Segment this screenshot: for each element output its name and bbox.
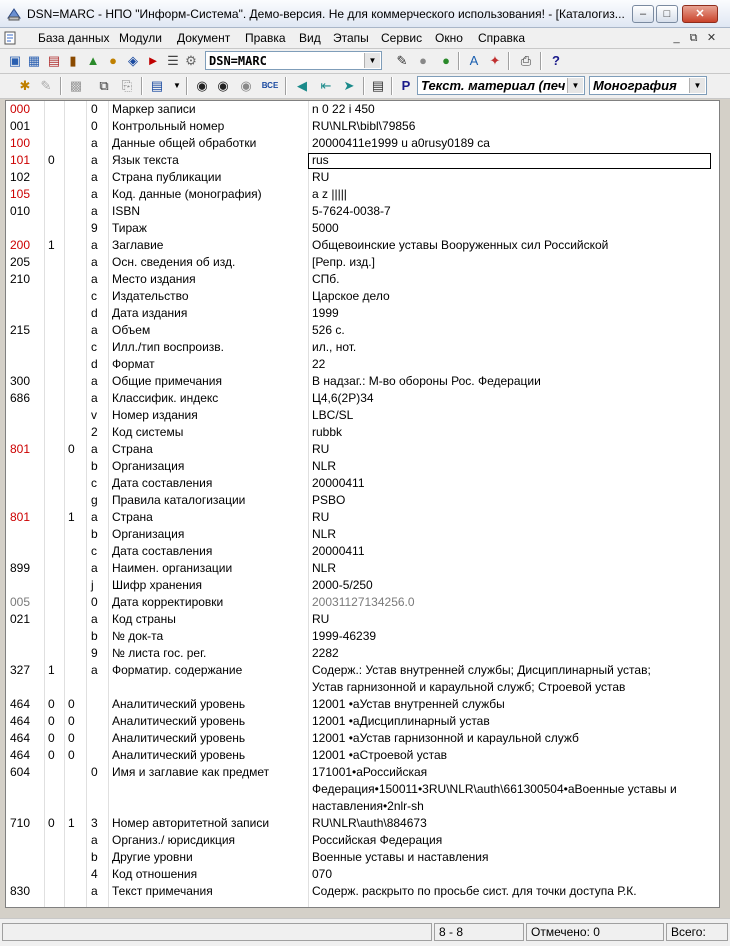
subfield-code: c [91, 544, 97, 558]
arrow-return-icon[interactable]: ⇤ [320, 78, 332, 93]
field-name: Аналитический уровень [112, 697, 246, 711]
database-icon[interactable]: ▣ [8, 53, 22, 68]
subfield-code: 0 [91, 119, 98, 133]
subfield-code: a [91, 884, 98, 898]
field-value[interactable]: 12001 •аУстав внутренней службы [312, 697, 505, 711]
field-tag: 001 [10, 119, 31, 133]
field-name: ISBN [112, 204, 141, 218]
field-tag: 100 [10, 136, 31, 150]
field-name: Дата корректировки [112, 595, 224, 609]
modules-icon[interactable]: ▦ [27, 53, 41, 68]
field-value-continuation[interactable]: Федерация•150011•3RU\NLR\auth\661300504•аВоенные уставы и [312, 782, 677, 796]
record-row[interactable] [6, 527, 719, 544]
record-row[interactable] [6, 408, 719, 425]
field-name: Контрольный номер [112, 119, 225, 133]
field-value[interactable]: 5-7624-0038-7 [312, 204, 391, 218]
subfield-code: a [91, 442, 98, 456]
field-value[interactable]: 20031127134256.0 [312, 595, 415, 609]
field-tag: 300 [10, 374, 31, 388]
field-name: Формат [112, 357, 155, 371]
subfield-code: j [91, 578, 94, 592]
arrow-right-icon[interactable]: ➤ [343, 78, 355, 93]
subfield-code: 0 [91, 765, 98, 779]
field-tag: 686 [10, 391, 31, 405]
subfield-code: b [91, 459, 98, 473]
record-row[interactable] [6, 357, 719, 374]
menu-modules[interactable]: Модули [119, 31, 162, 45]
field-name: Классифик. индекс [112, 391, 219, 405]
indicator-1: 0 [48, 731, 55, 745]
record-toolbar [0, 74, 730, 99]
document-icon[interactable] [2, 30, 18, 46]
marc-record-grid[interactable] [5, 100, 720, 908]
record-row[interactable] [6, 102, 719, 119]
field-tag: 464 [10, 731, 31, 745]
indicator-1: 0 [48, 816, 55, 830]
indicator-1: 0 [48, 697, 55, 711]
toolbar-separator [285, 77, 287, 95]
books-icon[interactable]: ▮ [69, 53, 77, 68]
indicator-1: 1 [48, 238, 55, 252]
field-tag: 464 [10, 748, 31, 762]
chevron-down-icon[interactable]: ▼ [364, 53, 380, 68]
subfield-code: a [91, 136, 98, 150]
subfield-code: b [91, 629, 98, 643]
field-name: № листа гос. рег. [112, 646, 207, 660]
subfield-code: c [91, 476, 97, 490]
record-row[interactable] [6, 731, 719, 748]
field-name: Место издания [112, 272, 196, 286]
toolbar-separator [508, 52, 510, 70]
settings-icon[interactable]: ⚙ [185, 53, 197, 68]
record-row[interactable] [6, 153, 719, 170]
subfield-code: b [91, 850, 98, 864]
bib-level-value: Монография [593, 78, 677, 93]
main-toolbar [0, 49, 730, 74]
field-value[interactable]: 22 [312, 357, 326, 371]
field-name: Код страны [112, 612, 176, 626]
record-row[interactable] [6, 748, 719, 765]
search-next-icon[interactable]: ◉ [217, 78, 229, 93]
field-name: Шифр хранения [112, 578, 203, 592]
field-value[interactable]: n 0 22 i 450 [312, 102, 375, 116]
indicator-2: 0 [68, 714, 75, 728]
subfield-code: a [91, 663, 98, 677]
field-name: Страна [112, 442, 153, 456]
status-total: Всего: [666, 923, 728, 941]
copy-icon[interactable]: ⧉ [99, 78, 109, 93]
toolbar-separator [458, 52, 460, 70]
paste-icon[interactable]: ⎘ [121, 78, 133, 93]
subfield-code: 3 [91, 816, 98, 830]
field-value[interactable]: Общевоинские уставы Вооруженных сил Российской [312, 238, 609, 252]
record-row[interactable] [6, 663, 719, 697]
status-position: 8 - 8 [434, 923, 524, 941]
status-pane-empty [2, 923, 432, 941]
field-value[interactable]: 12001 •аДисциплинарный устав [312, 714, 490, 728]
new-record-icon[interactable]: ✱ [19, 78, 31, 93]
field-tag: 021 [10, 612, 31, 626]
field-name: Маркер записи [112, 102, 196, 116]
field-value[interactable]: 20000411 [312, 476, 365, 490]
subfield-code: 2 [91, 425, 98, 439]
indicator-2: 1 [68, 510, 75, 524]
material-type-value: Текст. материал (печ [421, 78, 566, 93]
record-row[interactable] [6, 595, 719, 612]
list-icon[interactable]: ☰ [167, 53, 179, 68]
toolbar-separator [363, 77, 365, 95]
field-value[interactable]: Военные уставы и наставления [312, 850, 489, 864]
record-row[interactable] [6, 629, 719, 646]
field-name: № док-та [112, 629, 164, 643]
subfield-code: 0 [91, 102, 98, 116]
status-marked: Отмечено: 0 [526, 923, 664, 941]
field-value[interactable]: 12001 •аСтроевой устав [312, 748, 447, 762]
dsn-value: DSN=MARC [209, 54, 267, 68]
menu-help[interactable]: Справка [478, 31, 526, 45]
subfield-code: a [91, 238, 98, 252]
catalog-icon[interactable]: ▤ [47, 53, 61, 68]
font-icon[interactable]: A [469, 53, 479, 68]
field-tag: 215 [10, 323, 31, 337]
book-icon[interactable]: ▤ [150, 78, 164, 93]
field-value[interactable]: Содерж.: Устав внутренней службы; Дисциплинарный устав; [312, 663, 651, 677]
subfield-code: b [91, 527, 98, 541]
traffic-light-gray-icon[interactable]: ● [419, 53, 427, 68]
field-value-continuation[interactable]: Устав гарнизонной и караульной служб; Строевой устав [312, 680, 626, 694]
p-icon[interactable]: P [401, 78, 411, 93]
subfield-code: a [91, 323, 98, 337]
record-row[interactable] [6, 816, 719, 833]
loan-icon[interactable]: ◈ [128, 53, 138, 68]
field-value[interactable]: Ц4,6(2Р)34 [312, 391, 374, 405]
subfield-code: a [91, 833, 98, 847]
search-all-icon[interactable]: ВСЕ [261, 81, 279, 90]
status-bar [0, 918, 730, 946]
field-value[interactable]: RU [312, 442, 330, 456]
menu-edit[interactable]: Правка [245, 31, 286, 45]
field-value[interactable]: NLR [312, 459, 337, 473]
field-value[interactable]: 5000 [312, 221, 339, 235]
field-tag: 005 [10, 595, 31, 609]
field-tag: 205 [10, 255, 31, 269]
indicator-1: 1 [48, 663, 55, 677]
record-row[interactable] [6, 136, 719, 153]
field-name: Илл./тип воспроизв. [112, 340, 225, 354]
field-name: Текст примечания [112, 884, 213, 898]
search-db-icon[interactable]: ◉ [240, 78, 252, 93]
save-icon[interactable]: ▩ [69, 78, 83, 93]
indicator-2: 1 [68, 816, 75, 830]
record-row[interactable] [6, 170, 719, 187]
record-row[interactable] [6, 646, 719, 663]
field-value[interactable]: СПб. [312, 272, 340, 286]
exit-icon[interactable]: ► [146, 53, 160, 68]
arrow-left-icon[interactable]: ◀ [297, 78, 307, 93]
record-row[interactable] [6, 544, 719, 561]
indicator-2: 0 [68, 697, 75, 711]
help-icon[interactable]: ? [552, 53, 560, 68]
field-name: Аналитический уровень [112, 714, 246, 728]
field-value[interactable]: Содерж. раскрыто по просьбе сист. для точки доступа Р.К. [312, 884, 637, 898]
field-value[interactable]: Российская Федерация [312, 833, 443, 847]
minimize-button[interactable]: – [632, 5, 654, 23]
field-name: Организ./ юрисдикция [112, 833, 236, 847]
field-value[interactable]: RU [312, 510, 330, 524]
field-tag: 710 [10, 816, 31, 830]
subfield-code: 9 [91, 646, 98, 660]
record-row[interactable] [6, 340, 719, 357]
record-row[interactable] [6, 476, 719, 493]
field-tag: 464 [10, 714, 31, 728]
field-value[interactable]: 171001•аРоссийская [312, 765, 428, 779]
field-name: Правила каталогизации [112, 493, 246, 507]
menu-service[interactable]: Сервис [381, 31, 423, 45]
record-row[interactable] [6, 187, 719, 204]
field-name: Аналитический уровень [112, 748, 246, 762]
record-row[interactable] [6, 612, 719, 629]
horizontal-scrollbar[interactable] [5, 908, 720, 916]
close-button[interactable]: ✕ [682, 5, 718, 23]
field-name: Заглавие [112, 238, 164, 252]
field-tag: 464 [10, 697, 31, 711]
record-row[interactable] [6, 391, 719, 408]
field-value[interactable]: RU [312, 612, 330, 626]
window-title: DSN=MARC - НПО "Информ-Система". Демо-версия. Не для коммерческого использования! - [Каталогиз... [27, 7, 625, 21]
field-value[interactable]: a z ||||| [312, 187, 347, 201]
field-name: Язык текста [112, 153, 179, 167]
record-row[interactable] [6, 119, 719, 136]
field-tag: 899 [10, 561, 31, 575]
subfield-code: a [91, 612, 98, 626]
field-tag: 210 [10, 272, 31, 286]
magic-icon[interactable]: ✦ [489, 53, 501, 68]
field-value[interactable]: 1999-46239 [312, 629, 377, 643]
subfield-code: a [91, 561, 98, 575]
field-name: Дата составления [112, 476, 213, 490]
pen-icon[interactable]: ✎ [396, 53, 408, 68]
chevron-down-icon[interactable]: ▼ [173, 81, 181, 90]
indicator-1: 0 [48, 748, 55, 762]
field-tag: 101 [10, 153, 31, 167]
field-value[interactable]: RU\NLR\auth\884673 [312, 816, 427, 830]
field-tag: 010 [10, 204, 31, 218]
field-name: Код отношения [112, 867, 198, 881]
form-icon[interactable]: ▤ [371, 78, 385, 93]
toolbar-separator [60, 77, 62, 95]
material-type-combo[interactable] [417, 76, 585, 95]
field-tag: 105 [10, 187, 31, 201]
record-row[interactable] [6, 459, 719, 476]
chevron-down-icon[interactable]: ▼ [689, 78, 705, 93]
field-tag: 200 [10, 238, 31, 252]
field-value[interactable]: 2000-5/250 [312, 578, 373, 592]
mdi-restore-button[interactable]: ⧉ [689, 32, 698, 44]
record-row[interactable] [6, 578, 719, 595]
record-row[interactable] [6, 306, 719, 323]
indicator-1: 0 [48, 714, 55, 728]
field-name: Общие примечания [112, 374, 222, 388]
subfield-code: g [91, 493, 98, 507]
field-name: Объем [112, 323, 151, 337]
field-tag: 604 [10, 765, 31, 779]
field-name: Код системы [112, 425, 184, 439]
traffic-light-icon[interactable]: ● [442, 53, 450, 68]
record-row[interactable] [6, 272, 719, 289]
field-value[interactable]: PSBO [312, 493, 346, 507]
field-value[interactable]: 2282 [312, 646, 339, 660]
record-row[interactable] [6, 561, 719, 578]
subfield-code: a [91, 187, 98, 201]
active-edit-cell[interactable] [308, 153, 711, 169]
field-value[interactable]: 070 [312, 867, 333, 881]
menu-stages[interactable]: Этапы [333, 31, 369, 45]
field-value[interactable]: NLR [312, 561, 337, 575]
field-value[interactable]: [Репр. изд.] [312, 255, 375, 269]
field-name: Код. данные (монография) [112, 187, 262, 201]
field-name: Форматир. содержание [112, 663, 243, 677]
app-icon [6, 6, 22, 22]
readers-icon[interactable]: ● [109, 53, 117, 68]
field-tag: 801 [10, 442, 31, 456]
library-icon[interactable]: ▲ [86, 53, 100, 68]
field-value[interactable]: В надзаг.: М-во обороны Рос. Федерации [312, 374, 541, 388]
field-value[interactable]: rubbk [312, 425, 343, 439]
field-tag: 327 [10, 663, 31, 677]
field-name: Организация [112, 459, 185, 473]
indicator-2: 0 [68, 442, 75, 456]
record-row[interactable] [6, 255, 719, 272]
menu-bar [0, 28, 730, 49]
field-value[interactable]: NLR [312, 527, 337, 541]
field-name: Дата издания [112, 306, 188, 320]
field-name: Осн. сведения об изд. [112, 255, 236, 269]
maximize-button[interactable]: □ [656, 5, 678, 23]
field-value[interactable]: ил., нот. [312, 340, 357, 354]
field-name: Издательство [112, 289, 189, 303]
record-row[interactable] [6, 221, 719, 238]
field-value[interactable]: rus [312, 153, 329, 167]
toolbar-separator [540, 52, 542, 70]
record-row[interactable] [6, 765, 719, 816]
subfield-code: a [91, 272, 98, 286]
mdi-close-button[interactable]: ✕ [706, 32, 717, 44]
menu-database[interactable]: База данных [38, 31, 110, 45]
field-value[interactable]: RU [312, 170, 330, 184]
title-bar [0, 0, 730, 28]
record-row[interactable] [6, 442, 719, 459]
subfield-code: 9 [91, 221, 98, 235]
print-icon[interactable]: ⎙ [520, 53, 532, 68]
field-name: Другие уровни [112, 850, 193, 864]
subfield-code: d [91, 306, 98, 320]
field-name: Организация [112, 527, 185, 541]
field-value[interactable]: 20000411e1999 u a0rusy0189 ca [312, 136, 490, 150]
record-row[interactable] [6, 289, 719, 306]
menu-document[interactable]: Документ [177, 31, 231, 45]
field-value[interactable]: 12001 •аУстав гарнизонной и караульной служб [312, 731, 579, 745]
indicator-2: 0 [68, 748, 75, 762]
field-name: Данные общей обработки [112, 136, 257, 150]
record-row[interactable] [6, 238, 719, 255]
record-row[interactable] [6, 850, 719, 867]
toolbar-separator [141, 77, 143, 95]
subfield-code: c [91, 340, 97, 354]
subfield-code: 0 [91, 595, 98, 609]
chevron-down-icon[interactable]: ▼ [567, 78, 583, 93]
field-name: Страна [112, 510, 153, 524]
mdi-minimize-button[interactable]: _ [673, 32, 680, 44]
subfield-code: 4 [91, 867, 98, 881]
record-row[interactable] [6, 204, 719, 221]
menu-view[interactable]: Вид [299, 31, 321, 45]
field-name: Аналитический уровень [112, 731, 246, 745]
subfield-code: a [91, 255, 98, 269]
field-value[interactable]: RU\NLR\bibl\79856 [312, 119, 416, 133]
record-row[interactable] [6, 510, 719, 527]
menu-window[interactable]: Окно [435, 31, 463, 45]
field-name: Тираж [112, 221, 147, 235]
record-row[interactable] [6, 697, 719, 714]
record-row[interactable] [6, 714, 719, 731]
record-row[interactable] [6, 323, 719, 340]
field-tag: 000 [10, 102, 31, 116]
field-name: Имя и заглавие как предмет [112, 765, 270, 779]
field-value-continuation[interactable]: наставления•2nlr-sh [312, 799, 424, 813]
indicator-1: 0 [48, 153, 55, 167]
field-value[interactable]: Царское дело [312, 289, 390, 303]
record-row[interactable] [6, 425, 719, 442]
subfield-code: a [91, 510, 98, 524]
record-row[interactable] [6, 374, 719, 391]
toolbar-separator [391, 77, 393, 95]
field-tag: 102 [10, 170, 31, 184]
record-row[interactable] [6, 884, 719, 901]
field-value[interactable]: 526 с. [312, 323, 345, 337]
dsn-combo[interactable] [205, 51, 382, 70]
field-name: Номер авторитетной записи [112, 816, 270, 830]
field-name: Дата составления [112, 544, 213, 558]
field-tag: 830 [10, 884, 31, 898]
field-value[interactable]: LBC/SL [312, 408, 354, 422]
record-row[interactable] [6, 833, 719, 850]
field-name: Страна публикации [112, 170, 222, 184]
subfield-code: d [91, 357, 98, 371]
subfield-code: v [91, 408, 97, 422]
field-name: Наимен. организации [112, 561, 233, 575]
subfield-code: a [91, 153, 98, 167]
subfield-code: a [91, 374, 98, 388]
subfield-code: a [91, 391, 98, 405]
record-row[interactable] [6, 867, 719, 884]
indicator-2: 0 [68, 731, 75, 745]
subfield-code: a [91, 170, 98, 184]
field-value[interactable]: 20000411 [312, 544, 365, 558]
edit-record-icon[interactable]: ✎ [40, 78, 52, 93]
subfield-code: a [91, 204, 98, 218]
subfield-code: c [91, 289, 97, 303]
bib-level-combo[interactable] [589, 76, 707, 95]
field-tag: 801 [10, 510, 31, 524]
record-row[interactable] [6, 493, 719, 510]
toolbar-separator [186, 77, 188, 95]
search-icon[interactable]: ◉ [196, 78, 208, 93]
field-name: Номер издания [112, 408, 198, 422]
field-value[interactable]: 1999 [312, 306, 339, 320]
